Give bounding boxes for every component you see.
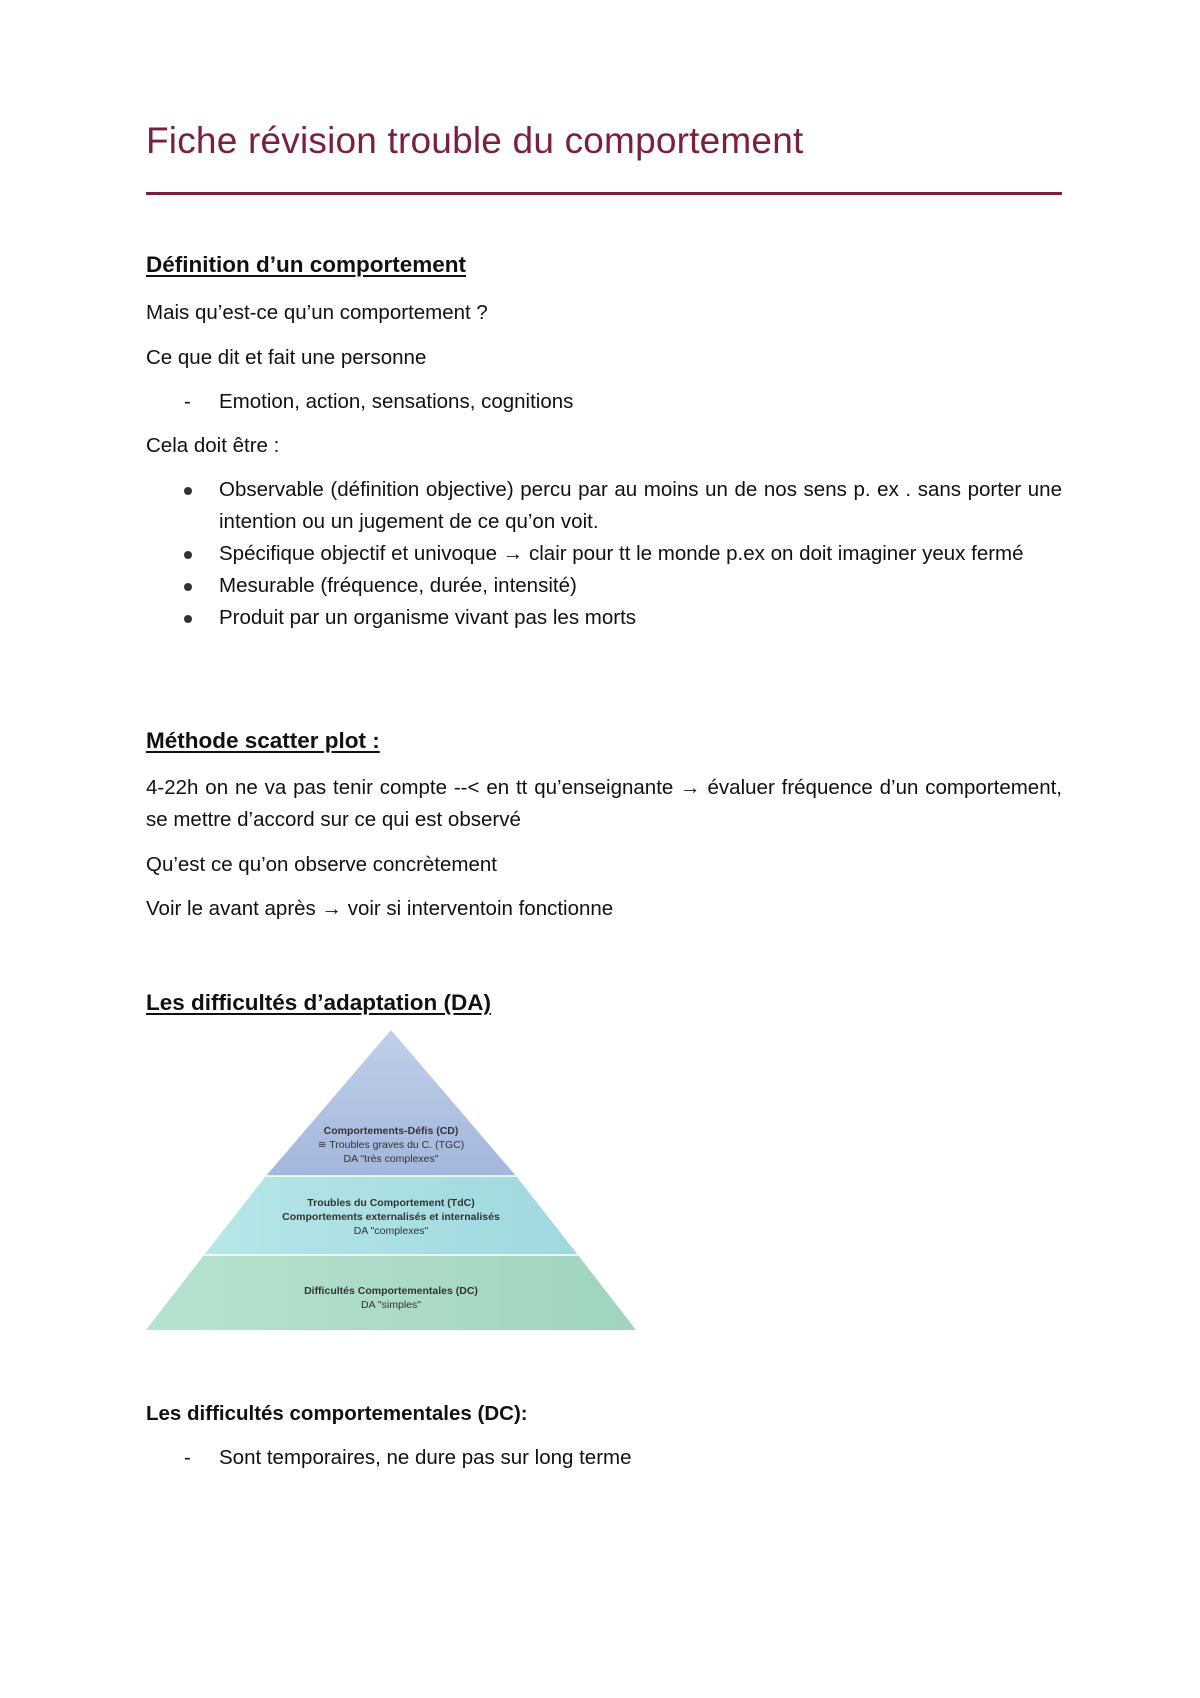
pyramid-top-label: ≅ Troubles graves du C. (TGC) bbox=[317, 1139, 465, 1151]
bullet-text: Observable (définition objective) percu par au moins un de nos sens p. ex . sans porter une intention ou un jugement de ce qu’on voit. bbox=[219, 478, 1062, 533]
paragraph-text: Voir le avant après bbox=[146, 897, 316, 920]
criteria-intro: Cela doit être : bbox=[146, 434, 280, 457]
bullet-icon bbox=[184, 583, 192, 591]
bullet-item bbox=[146, 570, 1062, 602]
title-divider bbox=[146, 192, 1062, 195]
arrow-icon: → bbox=[502, 542, 524, 565]
paragraph-text: voir si interventoin fonctionne bbox=[347, 897, 614, 920]
scatter-paragraph-2: Qu’est ce qu’on observe concrètement bbox=[146, 853, 497, 876]
pyramid-bottom-label: Difficultés Comportementales (DC) bbox=[304, 1285, 478, 1297]
dash-marker: - bbox=[184, 1446, 191, 1469]
bullet-icon bbox=[184, 551, 192, 559]
bullet-text: Produit par un organisme vivant pas les morts bbox=[219, 606, 637, 629]
bullet-item bbox=[146, 602, 1062, 634]
arrow-icon: → bbox=[680, 776, 701, 799]
adaptation-pyramid-diagram bbox=[146, 1030, 636, 1332]
pyramid-middle-label: Comportements externalisés et internalisés bbox=[282, 1211, 500, 1223]
dash-item-text: Emotion, action, sensations, cognitions bbox=[219, 390, 574, 413]
pyramid-middle-label: Troubles du Comportement (TdC) bbox=[307, 1197, 475, 1209]
section-heading-dc: Les difficultés comportementales (DC): bbox=[146, 1402, 528, 1425]
paragraph-text: 4-22h on ne va pas tenir compte --< en tt qu’enseignante bbox=[146, 776, 674, 799]
scatter-paragraph-3 bbox=[146, 893, 613, 925]
section-heading-definition: Définition d’un comportement bbox=[146, 252, 466, 277]
answer-line: Ce que dit et fait une personne bbox=[146, 346, 427, 369]
bullet-text: Spécifique objectif et univoque bbox=[219, 542, 498, 565]
question-line: Mais qu’est-ce qu’un comportement ? bbox=[146, 301, 488, 324]
bullet-icon bbox=[184, 487, 192, 495]
pyramid-middle-label: DA "complexes" bbox=[353, 1225, 429, 1237]
dash-item-text: Sont temporaires, ne dure pas sur long terme bbox=[219, 1446, 632, 1469]
bullet-text: clair pour tt le monde p.ex on doit imaginer yeux fermé bbox=[529, 542, 1024, 565]
paragraph-text: évaluer fréquence d’un comportement, se mettre d’accord sur ce qui est observé bbox=[146, 776, 1062, 831]
pyramid-top-label: Comportements-Défis (CD) bbox=[323, 1125, 459, 1137]
bullet-icon bbox=[184, 615, 192, 623]
bullet-text: Mesurable (fréquence, durée, intensité) bbox=[219, 574, 577, 597]
arrow-icon: → bbox=[321, 897, 342, 920]
criteria-bullet-list bbox=[146, 474, 1062, 634]
dash-marker: - bbox=[184, 390, 191, 413]
section-heading-adaptation: Les difficultés d’adaptation (DA) bbox=[146, 990, 492, 1015]
scatter-paragraph-1 bbox=[146, 772, 1062, 836]
section-heading-scatter-plot: Méthode scatter plot : bbox=[146, 728, 380, 753]
bullet-item bbox=[146, 538, 1062, 570]
pyramid-top-label: DA "très complexes" bbox=[343, 1153, 439, 1165]
pyramid-bottom-label: DA "simples" bbox=[361, 1299, 421, 1311]
bullet-item bbox=[146, 474, 1062, 538]
page-title: Fiche révision trouble du comportement bbox=[146, 120, 804, 161]
